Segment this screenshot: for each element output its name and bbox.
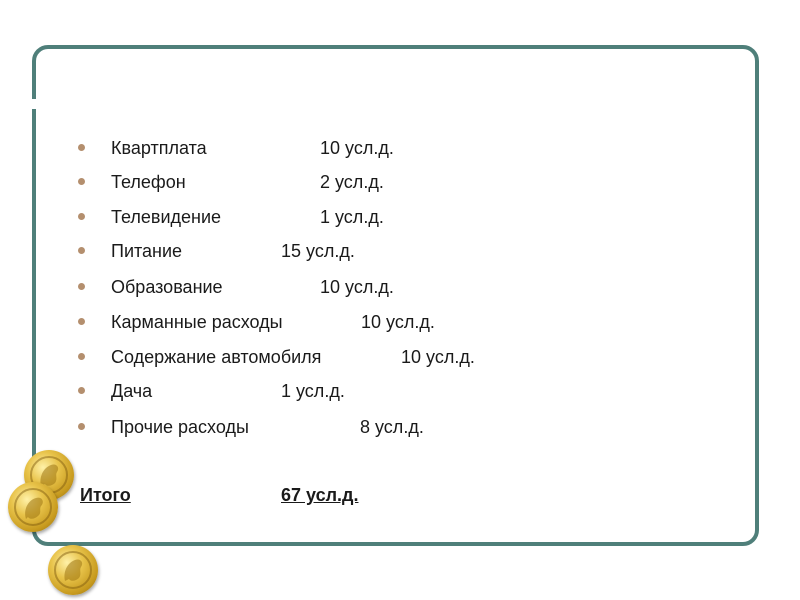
list-item xyxy=(0,343,700,371)
expense-label: Питание xyxy=(111,241,183,261)
bullet-icon xyxy=(78,178,85,185)
expense-amount: 1 усл.д. xyxy=(320,207,384,227)
list-item xyxy=(0,273,700,301)
list-item xyxy=(0,237,700,265)
bullet-icon xyxy=(78,283,85,290)
expense-label: Карманные расходы xyxy=(111,312,283,332)
total-label: Итого xyxy=(80,485,131,505)
expense-label: Телевидение xyxy=(111,207,222,227)
expense-amount: 10 усл.д. xyxy=(361,312,435,332)
list-item xyxy=(0,308,700,336)
expense-amount: 10 усл.д. xyxy=(401,347,475,367)
list-item xyxy=(0,377,700,405)
expense-amount: 2 усл.д. xyxy=(320,172,384,192)
bullet-icon xyxy=(78,144,85,151)
gold-coin-icon xyxy=(48,545,98,595)
expense-amount: 1 усл.д. xyxy=(281,381,345,401)
list-item xyxy=(0,168,700,196)
expense-amount: 8 усл.д. xyxy=(360,417,424,437)
bullet-icon xyxy=(78,318,85,325)
total-amount: 67 усл.д. xyxy=(281,485,359,505)
frame-notch xyxy=(28,99,36,109)
list-item xyxy=(0,413,700,441)
bullet-icon xyxy=(78,387,85,394)
list-item xyxy=(0,203,700,231)
list-item xyxy=(0,134,700,162)
expense-label: Квартплата xyxy=(111,138,207,158)
expense-amount: 15 усл.д. xyxy=(281,241,355,261)
gold-coin-icon xyxy=(8,482,58,532)
bullet-icon xyxy=(78,423,85,430)
expense-label: Прочие расходы xyxy=(111,417,249,437)
expense-label: Телефон xyxy=(111,172,186,192)
expense-label: Образование xyxy=(111,277,223,297)
expense-amount: 10 усл.д. xyxy=(320,138,394,158)
expense-label: Дача xyxy=(111,381,153,401)
bullet-icon xyxy=(78,213,85,220)
bullet-icon xyxy=(78,247,85,254)
expense-label: Содержание автомобиля xyxy=(111,347,322,367)
bullet-icon xyxy=(78,353,85,360)
expense-amount: 10 усл.д. xyxy=(320,277,394,297)
